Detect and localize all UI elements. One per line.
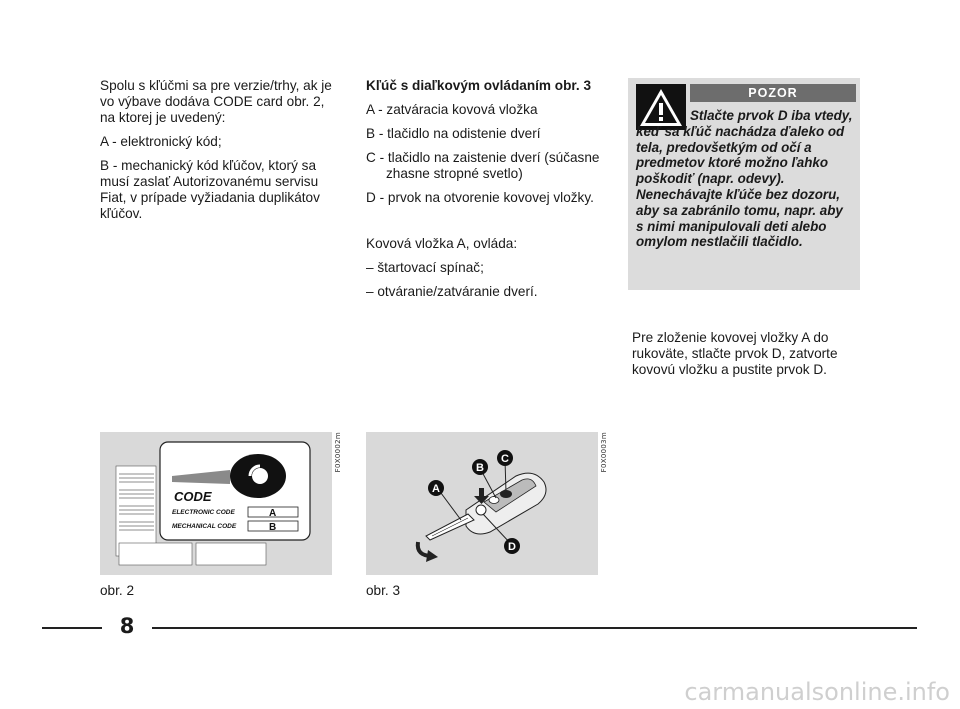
list-item: – štartovací spínač; bbox=[366, 260, 484, 275]
list-item: D - prvok na otvorenie kovovej vložky. bbox=[366, 190, 594, 205]
field-b-label: B bbox=[269, 522, 277, 533]
list-item: B - tlačidlo na odistenie dverí bbox=[366, 126, 541, 141]
mechanical-code-label: MECHANICAL CODE bbox=[172, 523, 237, 530]
code-card-text bbox=[100, 78, 340, 230]
warning-title: POZOR bbox=[690, 84, 856, 102]
footer-rule bbox=[42, 627, 102, 629]
remote-key-illustration bbox=[366, 432, 598, 575]
figure-code: F0X0003m bbox=[600, 432, 608, 473]
figure-remote-key bbox=[366, 432, 598, 575]
label-a: A bbox=[432, 483, 440, 495]
figure-code: F0X0002m bbox=[334, 432, 342, 473]
warning-text: Stlačte prvok D iba vtedy, keď sa kľúč nachádza ďaleko od tela, predovšetkým od očí a predmetov ktoré možno ľahko poškodiť (napr. odevy). Nenechávajte kľúče bez dozoru, aby sa zabránilo tomu, napr. aby s nimi manipulovali deti alebo omylom nestlačili tlačidlo. bbox=[636, 108, 853, 250]
folding-instructions bbox=[632, 330, 862, 386]
code-card-illustration bbox=[100, 432, 332, 575]
label-c: C bbox=[501, 453, 509, 465]
card-title: CODE bbox=[174, 489, 212, 504]
list-item: – otváranie/zatváranie dverí. bbox=[366, 284, 538, 299]
paragraph: A - elektronický kód; bbox=[100, 134, 222, 149]
paragraph: Pre zloženie kovovej vložky A do rukoväte, stlačte prvok D, zatvorte kovovú vložku a pustite prvok D. bbox=[632, 330, 838, 377]
figure-caption: obr. 2 bbox=[100, 583, 135, 598]
list-item: C - tlačidlo na zaistenie dverí (súčasne zhasne stropné svetlo) bbox=[366, 150, 600, 181]
field-a-label: A bbox=[269, 508, 277, 519]
footer-rule bbox=[152, 627, 917, 629]
paragraph: B - mechanický kód kľúčov, ktorý sa musí zaslať Autorizovanému servisu Fiat, v prípade vyžiadania duplikátov kľúčov. bbox=[100, 158, 320, 221]
warning-box bbox=[628, 78, 860, 290]
label-d: D bbox=[508, 541, 516, 553]
paragraph: Spolu s kľúčmi sa pre verzie/trhy, ak je vo výbave dodáva CODE card obr. 2, na ktorej je uvedený: bbox=[100, 78, 332, 125]
remote-key-text bbox=[366, 78, 611, 308]
label-b: B bbox=[476, 462, 484, 474]
list-item: A - zatváracia kovová vložka bbox=[366, 102, 538, 117]
figure-caption: obr. 3 bbox=[366, 583, 401, 598]
section-heading: Kľúč s diaľkovým ovládaním obr. 3 bbox=[366, 78, 592, 93]
figure-code-card bbox=[100, 432, 332, 575]
paragraph: Kovová vložka A, ovláda: bbox=[366, 236, 518, 251]
electronic-code-label: ELECTRONIC CODE bbox=[172, 509, 235, 516]
page-number: 8 bbox=[119, 614, 135, 638]
watermark: carmanualsonline.info bbox=[684, 678, 950, 706]
